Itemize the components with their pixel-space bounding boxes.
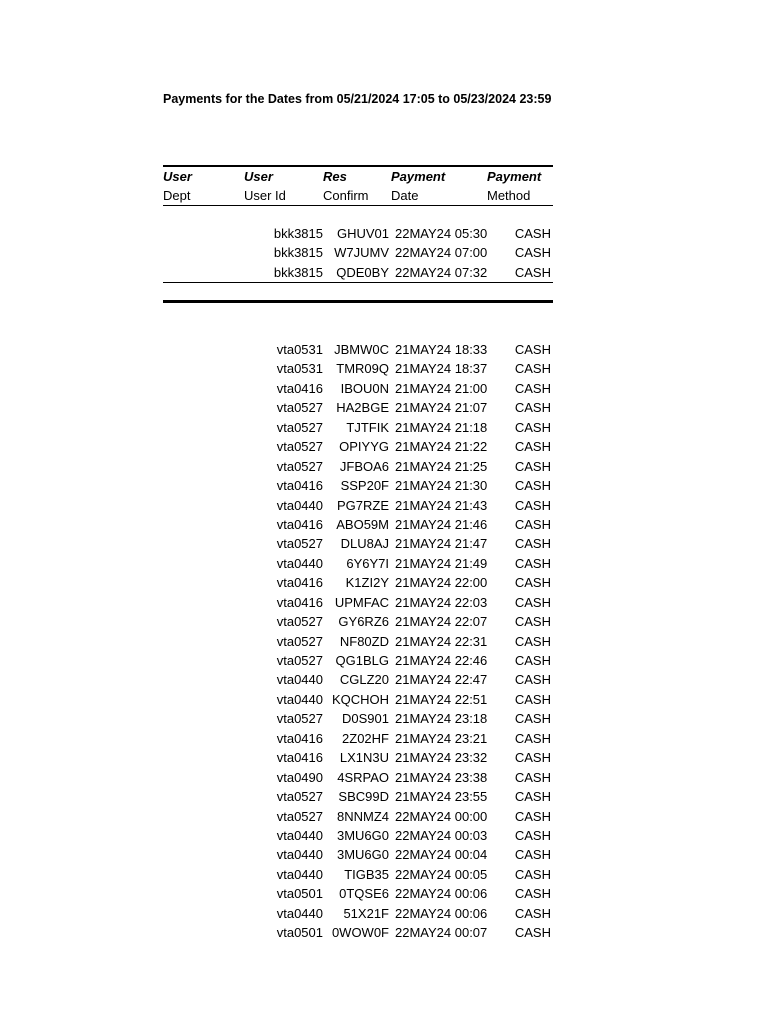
user-id-cell: vta0416 bbox=[276, 516, 323, 532]
payment-date-cell: 21MAY24 21:00 bbox=[395, 380, 488, 396]
payment-method-cell: CASH bbox=[514, 750, 551, 766]
confirm-cell: GHUV01 bbox=[336, 226, 389, 241]
payment-date-cell: 21MAY24 22:07 bbox=[395, 614, 488, 630]
payment-method-cell: CASH bbox=[514, 711, 551, 727]
payment-method-cell: CASH bbox=[514, 497, 551, 513]
payment-method-cell: CASH bbox=[514, 516, 551, 532]
payment-row bbox=[163, 923, 554, 942]
confirm-cell: KQCHOH bbox=[331, 691, 389, 707]
payment-method-cell: CASH bbox=[514, 653, 551, 668]
payment-date-cell: 21MAY24 23:18 bbox=[395, 711, 488, 727]
user-id-cell: vta0527 bbox=[276, 400, 323, 416]
user-id-cell: vta0416 bbox=[276, 750, 323, 766]
payment-method-cell: CASH bbox=[514, 245, 551, 261]
payment-row bbox=[163, 418, 554, 437]
payment-method-cell: CASH bbox=[514, 555, 551, 571]
confirm-cell: 8NNMZ4 bbox=[336, 808, 389, 824]
payment-date-cell: 21MAY24 18:33 bbox=[395, 342, 488, 357]
confirm-cell: 3MU6G0 bbox=[336, 847, 389, 863]
payment-row bbox=[163, 729, 554, 748]
payment-method-cell: CASH bbox=[514, 400, 551, 416]
user-id-cell: vta0440 bbox=[276, 847, 323, 863]
payment-date-cell: 21MAY24 22:47 bbox=[395, 672, 488, 688]
confirm-cell: 0TQSE6 bbox=[339, 886, 389, 902]
user-id-cell: vta0501 bbox=[276, 886, 323, 902]
payments-group-2 bbox=[163, 340, 554, 943]
payment-method-cell: CASH bbox=[514, 226, 551, 241]
payment-date-cell: 21MAY24 22:51 bbox=[395, 691, 488, 707]
payment-row bbox=[163, 437, 554, 456]
payment-row bbox=[163, 632, 554, 651]
payment-row bbox=[163, 826, 554, 845]
payment-row bbox=[163, 670, 554, 689]
payment-method-cell: CASH bbox=[514, 380, 551, 396]
payment-row bbox=[163, 807, 554, 826]
payment-row bbox=[163, 709, 554, 728]
payment-row bbox=[163, 534, 554, 553]
payment-row bbox=[163, 651, 554, 670]
group-subtotal-rule bbox=[163, 282, 553, 283]
payment-date-cell: 22MAY24 00:06 bbox=[395, 905, 488, 921]
payment-method-cell: CASH bbox=[514, 925, 551, 941]
user-id-cell: vta0527 bbox=[276, 711, 323, 727]
payment-date-cell: 22MAY24 00:04 bbox=[395, 847, 488, 863]
user-id-cell: bkk3815 bbox=[273, 264, 323, 280]
confirm-cell: DLU8AJ bbox=[340, 536, 389, 552]
confirm-cell: UPMFAC bbox=[334, 594, 389, 610]
payment-date-cell: 21MAY24 23:21 bbox=[395, 730, 488, 746]
group-separator-rule bbox=[163, 300, 553, 303]
user-id-cell: vta0501 bbox=[276, 925, 323, 941]
payment-method-cell: CASH bbox=[514, 594, 551, 610]
payment-row bbox=[163, 768, 554, 787]
confirm-cell: LX1N3U bbox=[339, 750, 389, 766]
user-id-cell: vta0440 bbox=[276, 691, 323, 707]
payment-date-cell: 21MAY24 21:46 bbox=[395, 516, 488, 532]
payment-row bbox=[163, 748, 554, 767]
user-id-cell: vta0490 bbox=[276, 769, 323, 785]
user-id-cell: vta0527 bbox=[276, 614, 323, 630]
confirm-cell: QG1BLG bbox=[335, 653, 389, 668]
user-id-cell: vta0527 bbox=[276, 789, 323, 805]
payment-method-cell: CASH bbox=[514, 536, 551, 552]
payment-method-cell: CASH bbox=[514, 575, 551, 591]
confirm-cell: CGLZ20 bbox=[339, 672, 389, 688]
confirm-cell: TJTFIK bbox=[346, 419, 389, 435]
header-user-dept-line2: Dept bbox=[163, 188, 191, 203]
confirm-cell: 6Y6Y7I bbox=[346, 555, 389, 571]
payment-date-cell: 21MAY24 21:18 bbox=[395, 419, 488, 435]
payment-method-cell: CASH bbox=[514, 439, 551, 455]
payment-date-cell: 21MAY24 23:55 bbox=[395, 789, 488, 805]
header-payment-date-line2: Date bbox=[391, 188, 419, 203]
payment-date-cell: 21MAY24 21:25 bbox=[395, 458, 488, 474]
header-payment-method-line2: Method bbox=[487, 188, 531, 203]
report-title: Payments for the Dates from 05/21/2024 17:05 to 05/23/2024 23:59 bbox=[163, 92, 552, 106]
header-user-id-line1: User bbox=[244, 169, 273, 184]
payment-date-cell: 21MAY24 21:22 bbox=[395, 439, 488, 455]
payment-row bbox=[163, 243, 554, 262]
payment-date-cell: 22MAY24 00:07 bbox=[395, 925, 488, 941]
payment-row bbox=[163, 884, 554, 903]
payment-method-cell: CASH bbox=[514, 886, 551, 902]
confirm-cell: 2Z02HF bbox=[342, 730, 389, 746]
user-id-cell: vta0416 bbox=[276, 575, 323, 591]
payment-row bbox=[163, 573, 554, 592]
user-id-cell: vta0416 bbox=[276, 380, 323, 396]
payment-row bbox=[163, 515, 554, 534]
payment-method-cell: CASH bbox=[514, 614, 551, 630]
confirm-cell: JBMW0C bbox=[334, 342, 389, 357]
confirm-cell: ABO59M bbox=[336, 516, 389, 532]
confirm-cell: QDE0BY bbox=[336, 264, 389, 280]
payment-row bbox=[163, 554, 554, 573]
user-id-cell: bkk3815 bbox=[273, 245, 323, 261]
payment-method-cell: CASH bbox=[514, 361, 551, 377]
user-id-cell: vta0531 bbox=[276, 342, 323, 357]
confirm-cell: 51X21F bbox=[343, 905, 389, 921]
header-payment-method-line1: Payment bbox=[487, 169, 542, 184]
confirm-cell: 0WOW0F bbox=[331, 925, 389, 941]
payment-date-cell: 22MAY24 00:00 bbox=[395, 808, 488, 824]
payment-method-cell: CASH bbox=[514, 905, 551, 921]
payment-row bbox=[163, 612, 554, 631]
payment-row bbox=[163, 379, 554, 398]
confirm-cell: GY6RZ6 bbox=[338, 614, 389, 630]
payment-date-cell: 22MAY24 00:06 bbox=[395, 886, 488, 902]
payment-date-cell: 21MAY24 21:43 bbox=[395, 497, 488, 513]
user-id-cell: vta0440 bbox=[276, 555, 323, 571]
confirm-cell: TIGB35 bbox=[344, 866, 389, 882]
payment-row bbox=[163, 340, 554, 359]
user-id-cell: vta0416 bbox=[276, 730, 323, 746]
payment-date-cell: 22MAY24 05:30 bbox=[395, 226, 488, 241]
payment-method-cell: CASH bbox=[514, 633, 551, 649]
confirm-cell: 3MU6G0 bbox=[336, 827, 389, 843]
confirm-cell: SBC99D bbox=[338, 789, 389, 805]
confirm-cell: W7JUMV bbox=[334, 245, 389, 261]
payment-method-cell: CASH bbox=[514, 730, 551, 746]
user-id-cell: vta0440 bbox=[276, 905, 323, 921]
payment-date-cell: 21MAY24 21:47 bbox=[395, 536, 488, 552]
payment-method-cell: CASH bbox=[514, 847, 551, 863]
payment-method-cell: CASH bbox=[514, 866, 551, 882]
payment-row bbox=[163, 787, 554, 806]
header-res-confirm-line1: Res bbox=[323, 169, 347, 184]
payment-date-cell: 22MAY24 07:00 bbox=[395, 245, 488, 261]
header-bottom-rule bbox=[163, 205, 553, 206]
user-id-cell: vta0531 bbox=[276, 361, 323, 377]
payment-row bbox=[163, 263, 554, 282]
payment-row bbox=[163, 690, 554, 709]
payment-method-cell: CASH bbox=[514, 789, 551, 805]
confirm-cell: NF80ZD bbox=[339, 633, 389, 649]
payment-method-cell: CASH bbox=[514, 419, 551, 435]
user-id-cell: vta0527 bbox=[276, 808, 323, 824]
payment-date-cell: 21MAY24 23:32 bbox=[395, 750, 488, 766]
payment-date-cell: 21MAY24 21:49 bbox=[395, 555, 488, 571]
header-user-dept-line1: User bbox=[163, 169, 192, 184]
user-id-cell: vta0527 bbox=[276, 439, 323, 455]
payment-date-cell: 21MAY24 22:31 bbox=[395, 633, 488, 649]
confirm-cell: K1ZI2Y bbox=[345, 575, 389, 591]
user-id-cell: vta0527 bbox=[276, 458, 323, 474]
payment-row bbox=[163, 398, 554, 417]
payment-row bbox=[163, 496, 554, 515]
payment-row bbox=[163, 904, 554, 923]
payment-date-cell: 21MAY24 22:03 bbox=[395, 594, 488, 610]
confirm-cell: 4SRPAO bbox=[337, 769, 389, 785]
user-id-cell: vta0416 bbox=[276, 478, 323, 494]
confirm-cell: IBOU0N bbox=[340, 380, 389, 396]
confirm-cell: TMR09Q bbox=[336, 361, 389, 377]
user-id-cell: vta0527 bbox=[276, 633, 323, 649]
payment-row bbox=[163, 593, 554, 612]
user-id-cell: vta0440 bbox=[276, 672, 323, 688]
confirm-cell: OPIYYG bbox=[339, 439, 389, 455]
user-id-cell: vta0440 bbox=[276, 497, 323, 513]
payment-method-cell: CASH bbox=[514, 808, 551, 824]
header-res-confirm-line2: Confirm bbox=[323, 188, 369, 203]
payment-date-cell: 21MAY24 18:37 bbox=[395, 361, 488, 377]
payment-date-cell: 21MAY24 23:38 bbox=[395, 769, 488, 785]
payment-date-cell: 21MAY24 22:00 bbox=[395, 575, 488, 591]
payments-group-1 bbox=[163, 224, 554, 282]
user-id-cell: vta0527 bbox=[276, 536, 323, 552]
user-id-cell: vta0440 bbox=[276, 827, 323, 843]
payment-method-cell: CASH bbox=[514, 458, 551, 474]
confirm-cell: SSP20F bbox=[340, 478, 389, 494]
payment-method-cell: CASH bbox=[514, 478, 551, 494]
payment-row bbox=[163, 457, 554, 476]
payment-row bbox=[163, 476, 554, 495]
payment-method-cell: CASH bbox=[514, 264, 551, 280]
payment-method-cell: CASH bbox=[514, 672, 551, 688]
header-payment-date-line1: Payment bbox=[391, 169, 446, 184]
payment-row bbox=[163, 359, 554, 378]
user-id-cell: vta0440 bbox=[276, 866, 323, 882]
payment-method-cell: CASH bbox=[514, 691, 551, 707]
payment-date-cell: 21MAY24 21:30 bbox=[395, 478, 488, 494]
payment-date-cell: 22MAY24 00:03 bbox=[395, 827, 488, 843]
user-id-cell: vta0527 bbox=[276, 419, 323, 435]
payment-row bbox=[163, 845, 554, 864]
payment-date-cell: 21MAY24 22:46 bbox=[395, 653, 488, 668]
payment-method-cell: CASH bbox=[514, 342, 551, 357]
payment-date-cell: 21MAY24 21:07 bbox=[395, 400, 488, 416]
payment-method-cell: CASH bbox=[514, 827, 551, 843]
payment-date-cell: 22MAY24 07:32 bbox=[395, 264, 488, 280]
confirm-cell: D0S901 bbox=[342, 711, 389, 727]
user-id-cell: vta0416 bbox=[276, 594, 323, 610]
payment-row bbox=[163, 224, 554, 243]
user-id-cell: vta0527 bbox=[276, 653, 323, 668]
payment-row bbox=[163, 865, 554, 884]
confirm-cell: PG7RZE bbox=[336, 497, 389, 513]
payment-method-cell: CASH bbox=[514, 769, 551, 785]
user-id-cell: bkk3815 bbox=[273, 226, 323, 241]
confirm-cell: HA2BGE bbox=[336, 400, 389, 416]
confirm-cell: JFBOA6 bbox=[339, 458, 389, 474]
payment-date-cell: 22MAY24 00:05 bbox=[395, 866, 488, 882]
header-user-id-line2: User Id bbox=[244, 188, 286, 203]
